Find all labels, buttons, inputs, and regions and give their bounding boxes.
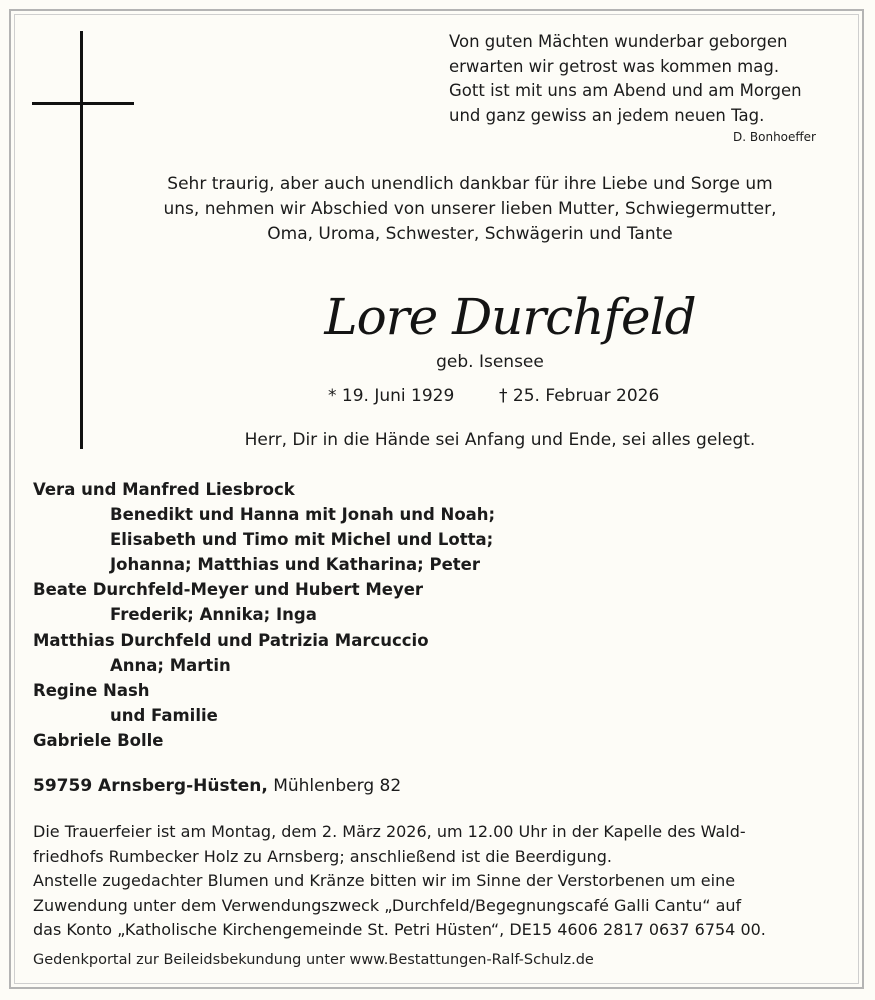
intro-line: uns, nehmen wir Abschied von unserer lieben Mutter, Schwiegermutter, — [163, 199, 777, 219]
details-line: friedhofs Rumbecker Holz zu Arnsberg; anschließend ist die Beerdigung. — [33, 846, 612, 866]
poem — [449, 30, 802, 128]
poem-line: erwarten wir getrost was kommen mag. — [449, 56, 780, 76]
details-line: Anstelle zugedachter Blumen und Kränze bitten wir im Sinne der Verstorbenen um eine — [33, 871, 736, 890]
mourner-line: Regine Nash — [33, 680, 150, 700]
mourner-line: Beate Durchfeld-Meyer und Hubert Meyer — [33, 580, 424, 600]
address-city: 59759 Arnsberg-Hüsten, — [33, 776, 268, 796]
mourner-line: Frederik; Annika; Inga — [110, 605, 317, 625]
details-line: Die Trauerfeier ist am Montag, dem 2. März 2026, um 12.00 Uhr in der Kapelle des Wald- — [33, 822, 746, 841]
verse: Herr, Dir in die Hände sei Anfang und Ende, sei alles gelegt. — [244, 430, 756, 450]
address-street: Mühlenberg 82 — [273, 776, 402, 796]
intro-text — [150, 172, 790, 247]
cross-icon — [80, 31, 83, 449]
address — [33, 776, 401, 796]
mourner-line: Anna; Martin — [110, 655, 231, 675]
poem-author: D. Bonhoeffer — [733, 130, 816, 144]
details-line: das Konto „Katholische Kirchengemeinde St. Petri Hüsten“, DE15 4606 2817 0637 6754 00. — [33, 920, 766, 939]
cross-icon-beam — [32, 102, 134, 105]
memorial-portal-text: Gedenkportal zur Beileidsbekundung unter www.Bestattungen-Ralf-Schulz.de — [33, 952, 594, 968]
deceased-name-text: Lore Durchfeld — [324, 288, 696, 346]
mourner-line: Benedikt und Hanna mit Jonah und Noah; — [110, 505, 496, 525]
mourner-line: und Familie — [110, 705, 218, 725]
intro-line: Oma, Uroma, Schwester, Schwägerin und Tante — [267, 224, 673, 244]
details-line: Zuwendung unter dem Verwendungszweck „Durchfeld/Begegnungscafé Galli Cantu“ auf — [33, 895, 742, 915]
poem-line: und ganz gewiss an jedem neuen Tag. — [449, 105, 765, 125]
birth-date: * 19. Juni 1929 — [328, 386, 455, 406]
mourner-line: Matthias Durchfeld und Patrizia Marcuccio — [33, 630, 429, 650]
mourner-line: Vera und Manfred Liesbrock — [33, 480, 295, 499]
funeral-details — [33, 820, 848, 943]
mourner-line: Johanna; Matthias und Katharina; Peter — [110, 555, 481, 575]
mourner-line: Elisabeth und Timo mit Michel und Lotta; — [110, 530, 494, 550]
maiden-name: geb. Isensee — [436, 352, 544, 372]
death-date: † 25. Februar 2026 — [499, 386, 660, 406]
mourners-list — [33, 477, 495, 753]
intro-line: Sehr traurig, aber auch unendlich dankbar für ihre Liebe und Sorge um — [167, 174, 773, 194]
poem-line: Gott ist mit uns am Abend und am Morgen — [449, 81, 802, 100]
mourner-line: Gabriele Bolle — [33, 730, 164, 750]
deceased-name — [290, 282, 730, 352]
poem-line: Von guten Mächten wunderbar geborgen — [449, 32, 788, 51]
